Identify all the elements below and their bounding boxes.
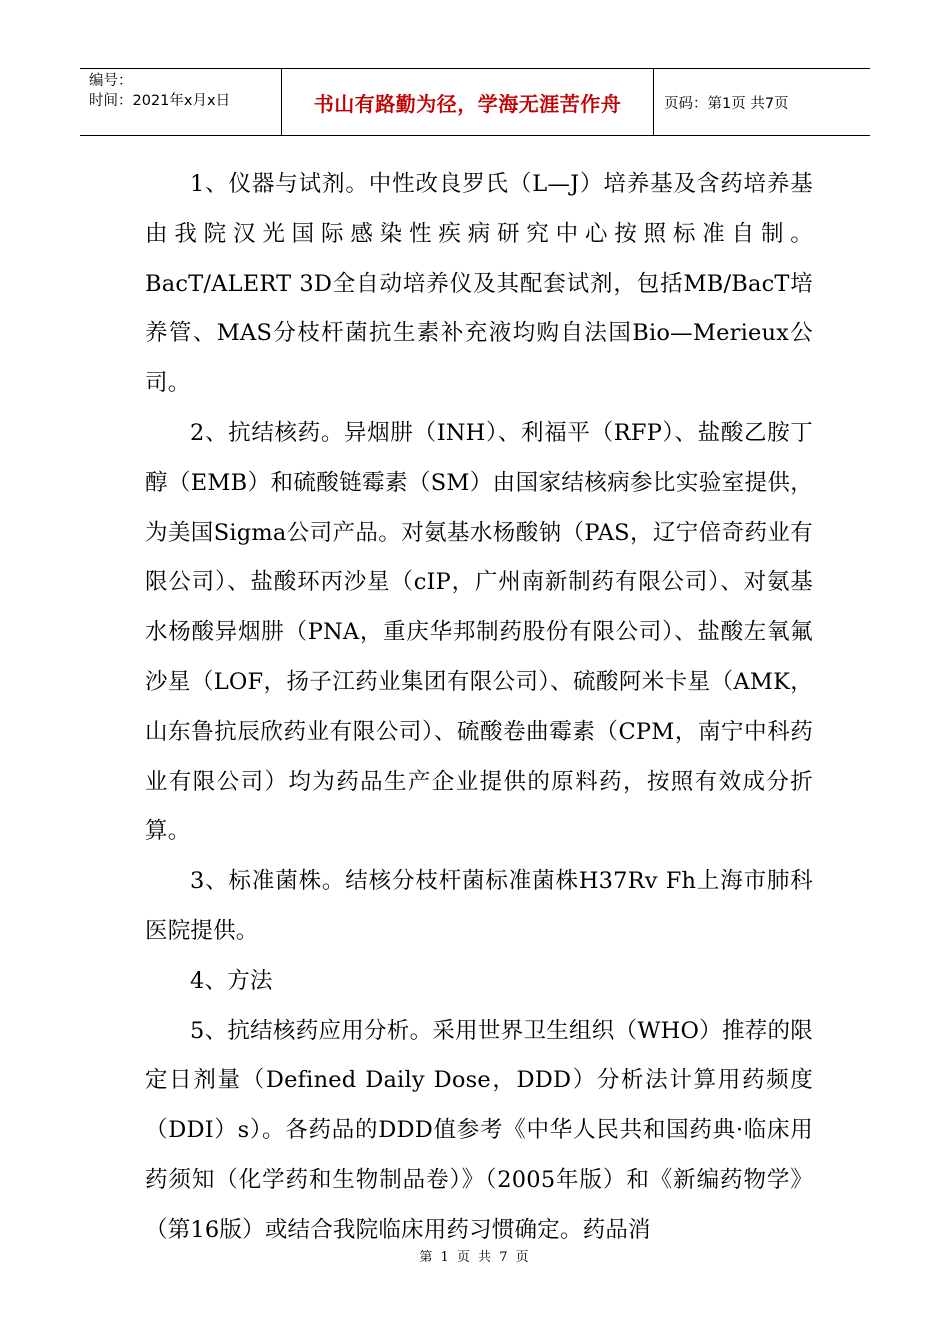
- paragraph-instruments: 1、仪器与试剂。中性改良罗氏（L—J）培养基及含药培养基由我院汉光国际感染性疾病研究中心按照标准自制。BacT/ALERT 3D全自动培养仪及其配套试剂，包括MB/BacT培养管、MAS分枝杆菌抗生素补充液均购自法国Bio—Merieux公司。: [145, 171, 813, 397]
- header-page-cell: [654, 69, 870, 135]
- header-meta: [80, 69, 282, 135]
- header-motto: 书山有路勤为径，学海无涯苦作舟: [313, 91, 622, 116]
- header-motto-cell: [282, 69, 654, 135]
- paragraph-strain: 3、标准菌株。结核分枝杆菌标准菌株H37Rv Fh上海市肺科医院提供。: [145, 868, 813, 944]
- page-footer: 第 1 页 共 7 页: [419, 1250, 531, 1265]
- paragraph-drugs: 2、抗结核药。异烟肼（INH）、利福平（RFP）、盐酸乙胺丁醇（EMB）和硫酸链霉素（SM）由国家结核病参比实验室提供，为美国Sigma公司产品。对氨基水杨酸钠（PAS，辽宁倍奇药业有限公司）、盐酸环丙沙星（cIP，广州南新制药有限公司）、对氨基水杨酸异烟肼（PNA，重庆华邦制药股份有限公司）、盐酸左氧氟沙星（LOF，扬子江药业集团有限公司）、硫酸阿米卡星（AMK，山东鲁抗辰欣药业有限公司）、硫酸卷曲霉素（CPM，南宁中科药业有限公司）均为药品生产企业提供的原料药，按照有效成分折算。: [145, 419, 813, 845]
- paragraph-analysis: 5、抗结核药应用分析。采用世界卫生组织（WHO）推荐的限定日剂量（Defined Daily Dose，DDD）分析法计算用药频度（DDI）s）。各药品的DDD值参考《中华人民共和国药典·临床用药须知（化学药和生物制品卷）》（2005年版）和《新编药物学》（第16版）或结合我院临床用药习惯确定。药品消: [145, 1017, 813, 1243]
- date-label: 时间：2021年x月x日: [89, 93, 231, 109]
- document-body: [145, 160, 813, 1256]
- serial-number-label: 编号：: [89, 73, 133, 89]
- header-page-number: 页码：第1页 共7页: [664, 95, 789, 112]
- paragraph-method: 4、方法: [190, 967, 273, 994]
- page-header: [80, 68, 870, 136]
